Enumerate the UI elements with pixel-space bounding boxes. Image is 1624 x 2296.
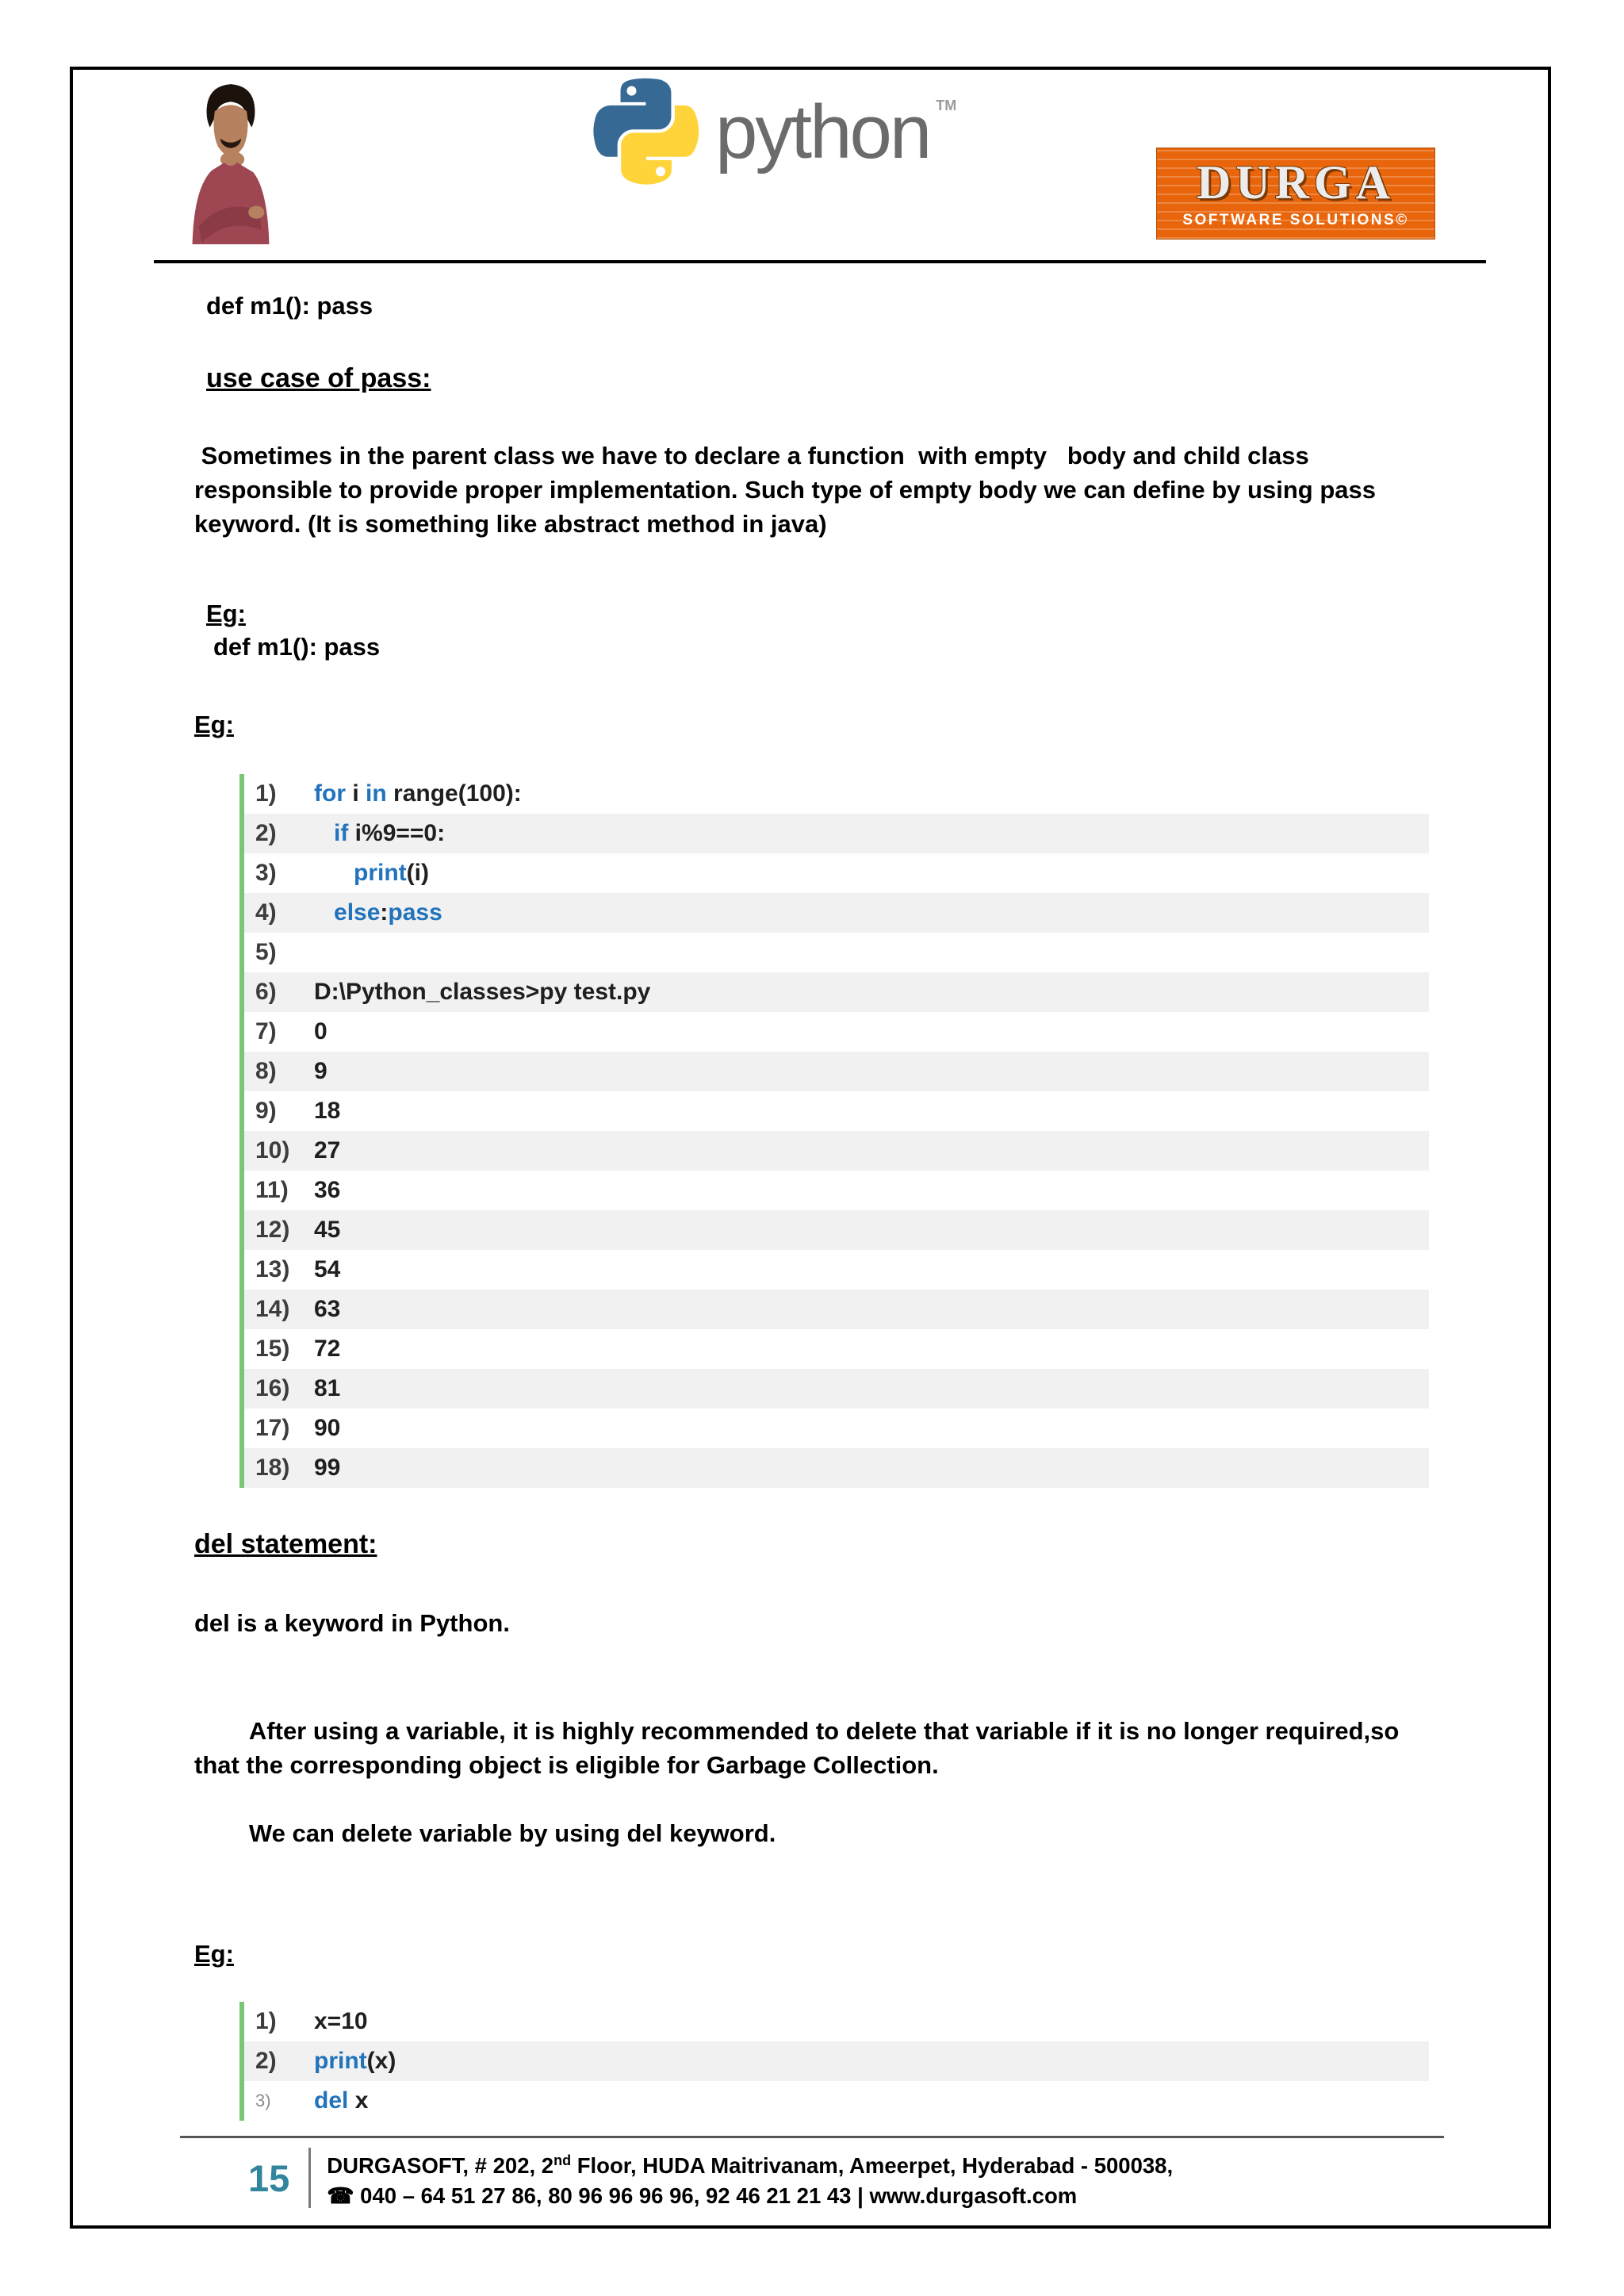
code-line [244,1131,1429,1171]
code-text: x=10 [314,2008,368,2034]
code-line [244,1052,1429,1091]
header-divider [154,260,1486,263]
python-logo-icon [587,73,704,192]
line-number: 18) [255,1455,290,1481]
line-number: 11) [255,1177,289,1203]
line-number: 2) [255,820,277,846]
durga-logo-subtitle: SOFTWARE SOLUTIONS© [1182,211,1409,228]
code-line [244,1448,1429,1488]
eg-label-3: Eg: [194,1940,234,1968]
line-number: 1) [255,780,277,807]
trademark-symbol: TM [936,97,957,113]
line-number: 14) [255,1296,290,1322]
line-number: 1) [255,2008,277,2034]
page-frame [70,67,1551,2229]
code-text: 9 [314,1058,327,1084]
line-number: 3) [255,860,277,886]
python-logo [587,73,957,192]
del-description [194,1680,1421,1884]
code-line [244,1091,1429,1131]
eg-label-2: Eg: [194,711,234,738]
eg-code-line: def m1(): pass [213,633,381,661]
line-number: 5) [255,939,277,965]
page-footer [180,2136,1444,2211]
code-line [244,893,1429,933]
address-line2: ☎ 040 – 64 51 27 86, 80 96 96 96 96, 92 46 21 21 43 | www.durgasoft.com [327,2183,1078,2208]
code-text: D:\Python_classes>py test.py [314,979,651,1005]
instructor-photo [182,76,279,244]
code-line [244,2002,1429,2041]
line-number: 6) [255,979,277,1005]
page-header [73,70,1548,260]
code-text: 63 [314,1296,341,1322]
code-block-pass-example [239,774,1429,1488]
code-text: 36 [314,1177,341,1203]
durga-logo [1156,148,1435,240]
code-text: for i in range(100): [314,780,522,807]
page-number: 15 [248,2156,290,2199]
line-number: 2) [255,2048,277,2074]
code-text: 99 [314,1455,341,1481]
line-number: 4) [255,899,277,926]
section-heading-pass: use case of pass: [206,363,431,393]
code-line [244,2081,1429,2121]
footer-address [327,2145,1173,2211]
line-number: 3) [255,2091,271,2110]
code-block-del-example [239,2002,1429,2121]
footer-divider [308,2148,311,2208]
code-text: 45 [314,1217,341,1243]
code-line [244,1250,1429,1290]
address-line1 [327,2145,1173,2181]
code-text: 18 [314,1098,341,1124]
eg-label-1: Eg: [206,600,246,627]
del-description-line1: After using a variable, it is highly recommended to delete that variable if it is no longer required,so that the corresponding object is eligible for Garbage Collection. [194,1717,1406,1779]
code-line [244,1409,1429,1448]
code-line [244,2041,1429,2081]
python-wordmark: python [715,90,930,174]
code-text: print(x) [314,2048,396,2074]
code-line [244,1012,1429,1052]
code-line [244,1210,1429,1250]
line-number: 15) [255,1336,290,1362]
address-line1-start: DURGASOFT, # 202, 2 [327,2153,554,2178]
section-heading-del: del statement: [194,1529,377,1559]
line-number: 13) [255,1256,290,1282]
code-text: else:pass [334,899,442,926]
code-text: 72 [314,1336,341,1362]
carryover-code-line: def m1(): pass [206,292,373,320]
code-line [244,1290,1429,1329]
code-text: 90 [314,1415,341,1441]
code-text: 54 [314,1256,341,1282]
code-text: if i%9==0: [334,820,446,846]
code-line [244,1329,1429,1369]
address-line1-end: Floor, HUDA Maitrivanam, Ameerpet, Hyderabad - 500038, [571,2153,1174,2178]
line-number: 9) [255,1098,277,1124]
code-text: 27 [314,1137,341,1163]
del-keyword-line: del is a keyword in Python. [194,1609,510,1637]
pass-description: Sometimes in the parent class we have to declare a function with empty body and child class responsible to provide proper implementation. Such type of empty body we can define by using pass keyword. (It is something like abstract method in java) [194,442,1383,538]
code-text: 0 [314,1018,327,1045]
line-number: 17) [255,1415,290,1441]
code-line [244,814,1429,853]
line-number: 8) [255,1058,277,1084]
instructor-photo-image [182,76,279,244]
code-line [244,1369,1429,1409]
code-line [244,1171,1429,1210]
code-text: del x [314,2087,369,2114]
line-number: 12) [255,1217,290,1243]
code-text: 81 [314,1375,341,1401]
line-number: 16) [255,1375,290,1401]
code-line [244,774,1429,814]
code-text: print(i) [354,860,429,886]
address-ordinal: nd [553,2152,572,2168]
del-description-line2: We can delete variable by using del keyword. [248,1819,776,1847]
line-number: 7) [255,1018,277,1045]
line-number: 10) [255,1137,290,1163]
code-line [244,853,1429,893]
page-content [73,292,1548,2121]
code-line [244,933,1429,972]
durga-logo-title: DURGA [1197,155,1395,209]
code-line [244,972,1429,1012]
